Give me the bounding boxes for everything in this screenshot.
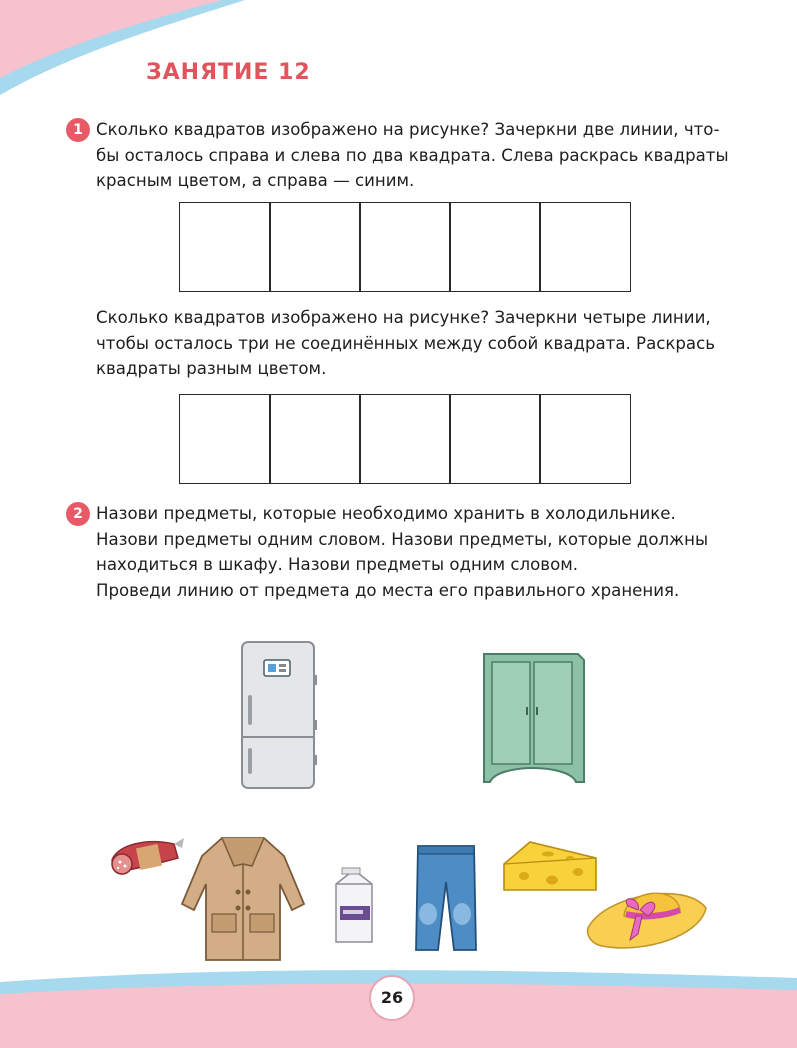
square: [539, 394, 631, 484]
square: [359, 202, 451, 292]
coat-icon: [180, 834, 306, 964]
squares-row-2: [179, 394, 631, 484]
squares-row-1: [179, 202, 631, 292]
square: [179, 202, 271, 292]
jeans-icon: [412, 842, 480, 954]
hat-icon: [584, 876, 710, 956]
fridge-icon: [238, 640, 320, 792]
square: [269, 202, 361, 292]
task1-text: Сколько квадратов изображено на рисунке? Зачеркни две линии, что- бы осталось справа и слева по два квадрата. Слева раскрась квадраты красным цветом, а справа — синим.: [96, 120, 729, 190]
lesson-title: ЗАНЯТИЕ 12: [146, 60, 311, 85]
square: [359, 394, 451, 484]
corner-decoration: [0, 0, 300, 100]
page-number: 26: [369, 975, 415, 1021]
task2-text: Назови предметы, которые необходимо хранить в холодильнике. Назови предметы одним словом. Назови предметы, которые должны находиться в шкафу. Назови предметы одним словом. Проведи линию от предмета до места его правильного хранения.: [96, 504, 709, 600]
square: [449, 202, 541, 292]
square: [179, 394, 271, 484]
task-number-badge: 2: [66, 502, 90, 526]
wardrobe-icon: [480, 652, 586, 784]
square: [449, 394, 541, 484]
sausage-icon: [108, 834, 188, 880]
task1-text-2: Сколько квадратов изображено на рисунке? Зачеркни четыре линии, чтобы осталось три не соединённых между собой квадрата. Раскрась квадраты разным цветом.: [96, 308, 715, 378]
task-number-badge: 1: [66, 118, 90, 142]
square: [269, 394, 361, 484]
square: [539, 202, 631, 292]
milk-carton-icon: [328, 866, 380, 946]
